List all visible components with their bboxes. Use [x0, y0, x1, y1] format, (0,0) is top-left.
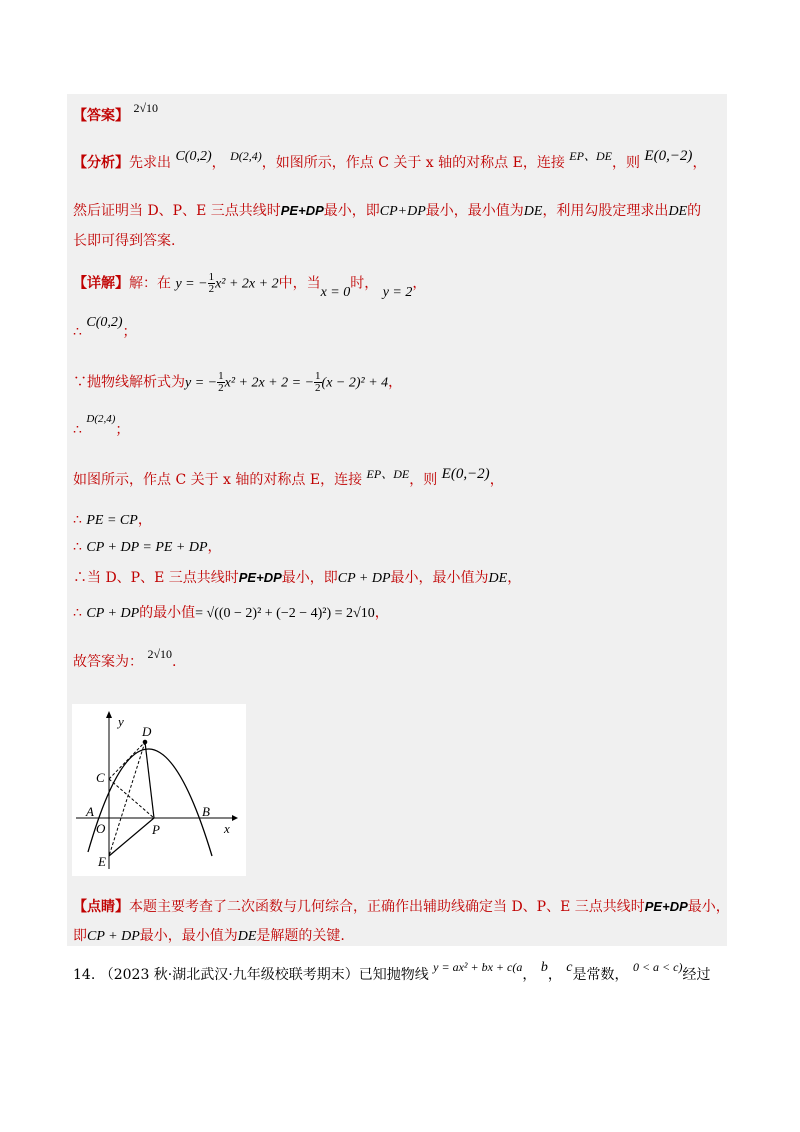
CP-plus-DP-4: CP + DP	[87, 929, 140, 944]
y-axis-arrow	[106, 711, 112, 718]
point-D: D(2,4)	[230, 149, 262, 163]
detail-text-8a: ∴当 D、P、E 三点共线时	[73, 570, 239, 586]
question-condition: 0 < a < c)	[632, 960, 683, 974]
x-axis-arrow	[232, 815, 238, 821]
detail-line-7	[73, 537, 222, 558]
comment-text-3: 即	[73, 928, 87, 944]
detail-text-8b: 最小，即	[281, 570, 338, 586]
question-text-3: 是常数，	[572, 967, 629, 983]
period: .	[172, 654, 177, 670]
eq2-mid: x² + 2x + 2 = −	[224, 375, 315, 391]
comma-6: ，	[374, 605, 389, 621]
therefore-symbol-4: ∴	[73, 539, 82, 555]
point-D-dot	[143, 740, 148, 745]
analysis-line-1: 【分析】先求出 C(0,2)， D(2,4)，如图所示，作点 C 关于 x 轴的对称点 E，连接 EP、DE，则 E(0,−2)，	[73, 148, 707, 171]
label-E: E	[98, 854, 106, 869]
question-b: b	[540, 960, 548, 975]
comment-tag: 【点睛】	[73, 899, 129, 915]
detail-tag: 【详解】	[73, 275, 129, 292]
fraction-half: $\frac{1}{2}$	[208, 271, 215, 295]
analysis-text-8: ，利用勾股定理求出	[542, 203, 669, 219]
detail-text-3: 时，	[350, 275, 379, 292]
label-x: x	[224, 821, 230, 836]
final-answer-label: 故答案为：	[73, 654, 143, 670]
CP-plus-DP-3: CP + DP	[86, 606, 140, 621]
PE-plus-DP-2: PE+DP	[238, 570, 282, 585]
answer-tag: 【答案】	[73, 108, 129, 124]
answer-value: 2√10	[133, 101, 159, 115]
eq2-vertex: (x − 2)² + 4	[321, 375, 389, 391]
segments-EP-DE: EP、DE	[569, 149, 612, 163]
therefore-symbol-5: ∴	[73, 605, 82, 621]
fraction-half-2: $\frac{1}{2}$	[218, 370, 224, 394]
comma-5: ，	[507, 570, 522, 586]
answer-line	[73, 101, 159, 126]
detail-line-3: ∵抛物线解析式为y = − $\frac{1}{2}$ x² + 2x + 2 = − $\frac{1}{2}$ (x − 2)² + 4，	[73, 370, 403, 394]
comment-text-1: 本题主要考查了二次函数与几何综合，正确作出辅助线确定当 D、P、E 三点共线时	[129, 899, 645, 915]
point-E-detail: E(0,−2)	[441, 466, 490, 482]
point-C-detail: C(0,2)	[86, 315, 123, 330]
comma-4: ，	[207, 539, 222, 555]
therefore-symbol: ∴	[73, 324, 82, 340]
fraction-half-3: $\frac{1}{2}$	[315, 370, 321, 394]
segment-DE	[109, 742, 145, 856]
question-equation: y = ax² + bx + c(a	[433, 960, 523, 974]
analysis-text-3: ，则	[611, 155, 640, 171]
analysis-text-6: 最小，即	[323, 203, 380, 219]
label-O: O	[96, 821, 106, 836]
detail-text-4: ，	[412, 275, 427, 292]
detail-line-4	[73, 413, 130, 441]
eq1-right: x² + 2x + 2	[215, 276, 279, 292]
CP-plus-DP: CP+DP	[379, 204, 426, 219]
because-text: ∵抛物线解析式为	[73, 374, 185, 391]
parabola-figure	[72, 704, 246, 876]
segment-CP	[109, 779, 154, 818]
comma-2: ，	[489, 472, 504, 488]
label-C: C	[96, 770, 105, 785]
final-answer-value: 2√10	[147, 647, 173, 661]
x-equals-0: x = 0	[320, 284, 351, 300]
point-E: E(0,−2)	[644, 148, 693, 164]
analysis-line-3	[73, 231, 175, 251]
analysis-tag: 【分析】	[73, 155, 129, 171]
eq1-left: y = −	[175, 276, 208, 292]
question-14	[73, 960, 711, 984]
analysis-text-4: ，	[692, 155, 707, 171]
detail-text-5b: ，则	[409, 472, 438, 488]
semicolon-2: ；	[115, 422, 130, 438]
comment-text-2: 最小，	[687, 899, 730, 915]
distance-equation: = √((0 − 2)² + (−2 − 4)²) = 2√10	[195, 606, 375, 621]
detail-text-9a: 的最小值	[139, 605, 196, 621]
segment-DE-3: DE	[488, 571, 508, 586]
CP-plus-DP-2: CP + DP	[337, 571, 391, 586]
label-P: P	[152, 822, 160, 837]
analysis-text-7: 最小，最小值为	[425, 203, 524, 219]
question-number: 14.	[73, 967, 96, 983]
analysis-text-10: 长即可得到答案.	[73, 233, 176, 249]
question-sep-1: ，	[522, 967, 537, 983]
segments-EP-DE-2: EP、DE	[366, 467, 410, 481]
detail-line-1	[73, 271, 427, 300]
question-source: （2023 秋·湖北武汉·九年级校联考期末）已知抛物线	[99, 967, 429, 983]
label-A: A	[86, 804, 94, 819]
detail-line-5	[73, 466, 504, 490]
point-D-detail: D(2,4)	[86, 413, 116, 425]
detail-line-10	[73, 647, 177, 672]
comment-line-2	[73, 926, 345, 947]
detail-line-8	[73, 568, 521, 589]
analysis-text-5: 然后证明当 D、P、E 三点共线时	[73, 203, 281, 219]
label-D: D	[142, 724, 152, 739]
semicolon: ；	[122, 324, 137, 340]
label-y: y	[118, 714, 124, 729]
comment-line-1	[73, 897, 730, 917]
detail-text-2: 中，当	[278, 275, 321, 292]
label-B: B	[202, 804, 210, 819]
question-text-4: 经过	[682, 967, 711, 983]
analysis-text-9: 的	[687, 203, 702, 219]
segment-DE: DE	[523, 204, 543, 219]
comment-text-5: 是解题的关键.	[256, 928, 345, 944]
y-equals-2: y = 2	[382, 284, 413, 300]
detail-text-1: 解：在	[129, 275, 171, 292]
detail-line-2	[73, 315, 137, 343]
question-sep-2: ，	[547, 967, 562, 983]
PE-plus-DP: PE+DP	[280, 203, 324, 218]
analysis-text-2: ，如图所示，作点 C 关于 x 轴的对称点 E，连接	[261, 155, 565, 171]
segment-DP	[145, 742, 154, 818]
analysis-text: 先求出	[129, 155, 171, 171]
detail-line-6	[73, 510, 152, 531]
therefore-symbol-2: ∴	[73, 422, 82, 438]
segment-CD	[109, 742, 145, 779]
PE-equals-CP: PE = CP	[86, 513, 138, 528]
segment-DE-2: DE	[668, 204, 688, 219]
parabola-diagram	[72, 704, 246, 876]
question-c: c	[566, 960, 573, 975]
comma: ，	[388, 374, 403, 391]
segment-DE-4: DE	[237, 929, 257, 944]
point-C: C(0,2)	[175, 149, 212, 164]
PE-plus-DP-3: PE+DP	[644, 899, 688, 914]
therefore-symbol-3: ∴	[73, 512, 82, 528]
CP-DP-equals-PE-DP: CP + DP = PE + DP	[86, 540, 208, 555]
analysis-line-2	[73, 201, 701, 222]
comment-text-4: 最小，最小值为	[139, 928, 238, 944]
detail-line-9	[73, 603, 389, 624]
detail-text-8c: 最小，最小值为	[390, 570, 489, 586]
segment-EP	[109, 818, 154, 856]
parabola-curve	[88, 749, 212, 856]
comma-3: ，	[137, 512, 152, 528]
detail-text-5a: 如图所示，作点 C 关于 x 轴的对称点 E，连接	[73, 472, 363, 488]
